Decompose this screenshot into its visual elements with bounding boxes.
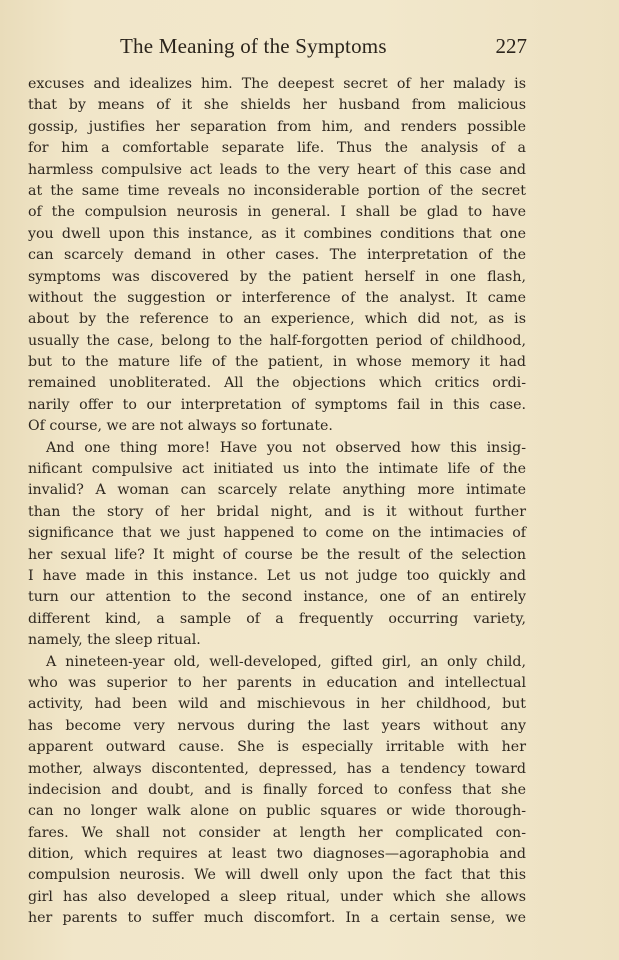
text-line: harmless compulsive act leads to the very heart of this case and	[28, 161, 526, 178]
text-line: usually the case, belong to the half-forgotten period of childhood,	[28, 332, 526, 349]
text-line: apparent outward cause. She is especially irritable with her	[28, 739, 526, 756]
text-line: indecision and doubt, and is finally forced to confess that she	[28, 781, 526, 798]
text-line: excuses and idealizes him. The deepest secret of her malady is	[28, 76, 526, 92]
text-line: remained unobliterated. All the objections which critics ordi-	[28, 375, 526, 392]
text-line: her parents to suffer much discomfort. In a certain sense, we	[28, 910, 526, 927]
text-line: significance that we just happened to come on the intimacies of	[28, 525, 526, 542]
text-line: mother, always discontented, depressed, has a tendency toward	[28, 760, 526, 777]
body-text	[28, 74, 526, 930]
text-line: who was superior to her parents in education and intellectual	[28, 674, 526, 691]
text-line: her sexual life? It might of course be the result of the selection	[28, 546, 526, 563]
text-line: invalid? A woman can scarcely relate anything more intimate	[28, 482, 526, 499]
text-line: but to the mature life of the patient, in whose memory it had	[28, 354, 526, 371]
text-line: I have made in this instance. Let us not judge too quickly and	[28, 567, 526, 584]
paragraph-end-line: Of course, we are not always so fortunate.	[28, 418, 333, 435]
text-line: narily offer to our interpretation of symptoms fail in this case.	[28, 396, 526, 413]
text-line: you dwell upon this instance, as it combines conditions that one	[28, 225, 526, 242]
text-line: fares. We shall not consider at length her complicated con-	[28, 824, 526, 841]
text-line: than the story of her bridal night, and is it without further	[28, 503, 526, 520]
text-line: symptoms was discovered by the patient herself in one flash,	[28, 268, 526, 285]
paragraph-end-line: namely, the sleep ritual.	[28, 632, 201, 649]
paragraph-start-line: A nineteen-year old, well-developed, gifted girl, an only child,	[46, 653, 526, 670]
text-line: without the suggestion or interference of the analyst. It came	[28, 289, 526, 306]
text-line: that by means of it she shields her husband from malicious	[28, 97, 526, 114]
text-line: turn our attention to the second instance, one of an entirely	[28, 589, 526, 606]
text-line: of the compulsion neurosis in general. I shall be glad to have	[28, 204, 526, 221]
text-line: about by the reference to an experience, which did not, as is	[28, 311, 526, 328]
page-header	[0, 34, 619, 62]
text-line: has become very nervous during the last years without any	[28, 717, 526, 734]
page-number: 227	[495, 34, 527, 58]
text-line: for him a comfortable separate life. Thus the analysis of a	[28, 140, 526, 157]
text-line: dition, which requires at least two diagnoses—agoraphobia and	[28, 846, 526, 863]
running-head: The Meaning of the Symptoms	[120, 34, 387, 58]
text-line: activity, had been wild and mischievous in her childhood, but	[28, 696, 526, 713]
text-line: can scarcely demand in other cases. The interpretation of the	[28, 247, 526, 264]
text-line: can no longer walk alone on public squares or wide thorough-	[28, 803, 526, 820]
text-line: nificant compulsive act initiated us into the intimate life of the	[28, 461, 526, 478]
text-line: girl has also developed a sleep ritual, under which she allows	[28, 888, 526, 905]
text-line: gossip, justifies her separation from him, and renders possible	[28, 118, 526, 135]
text-line: compulsion neurosis. We will dwell only upon the fact that this	[28, 867, 526, 884]
text-line: different kind, a sample of a frequently occurring variety,	[28, 610, 526, 627]
text-line: at the same time reveals no inconsiderable portion of the secret	[28, 182, 526, 199]
paragraph-start-line: And one thing more! Have you not observed how this insig-	[46, 439, 526, 456]
